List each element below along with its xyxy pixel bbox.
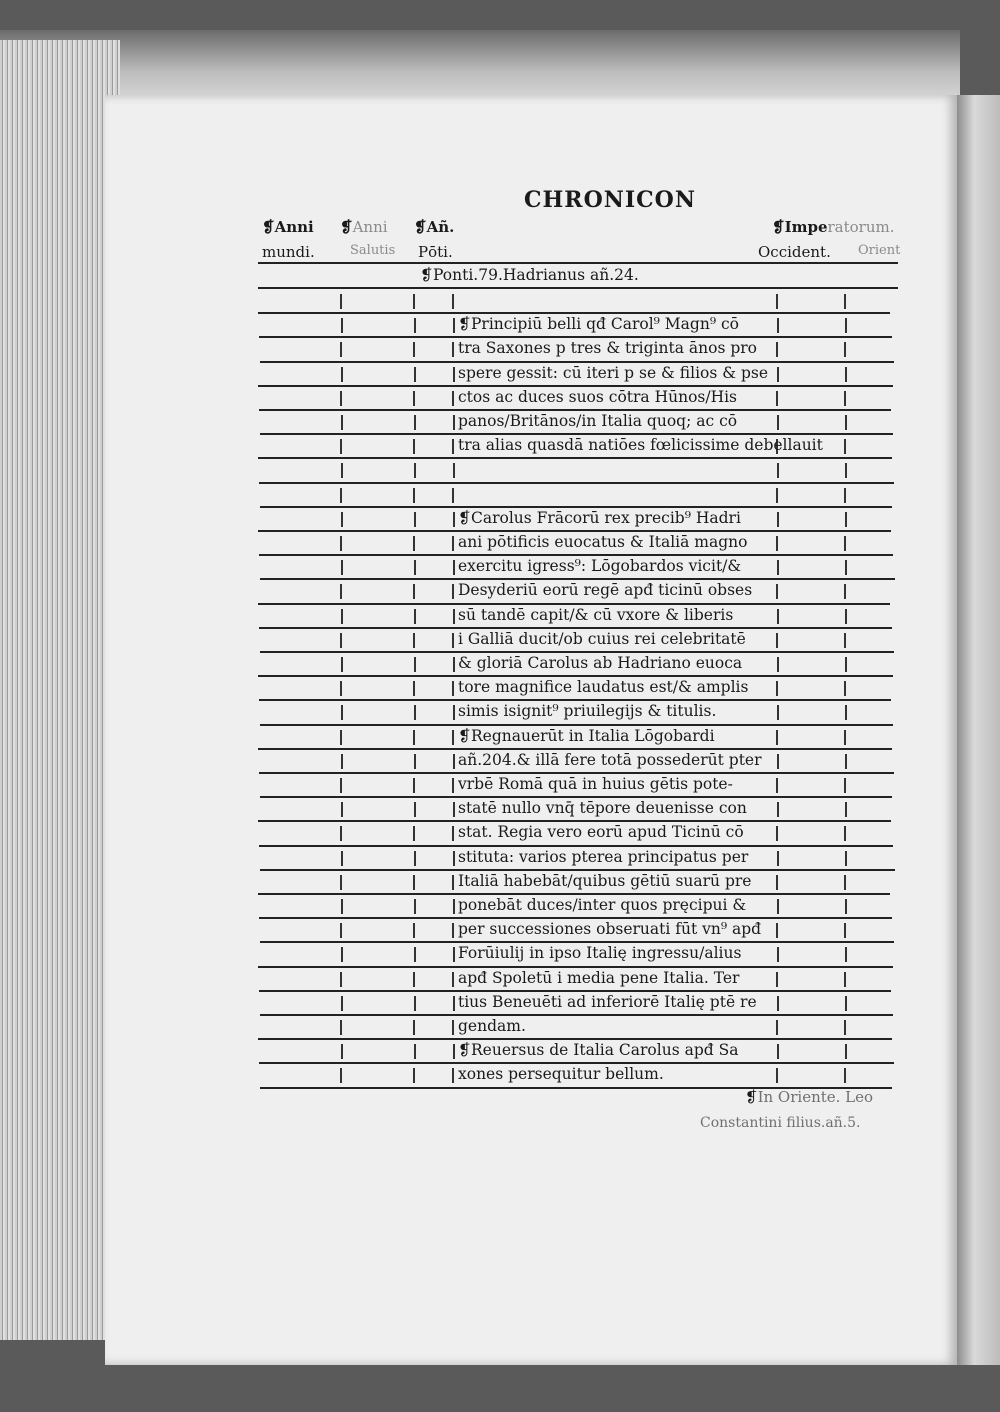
column-bar [341, 318, 343, 333]
column-bar [844, 875, 846, 890]
column-bar [453, 415, 455, 430]
column-bar [340, 342, 342, 357]
column-bar [340, 923, 342, 938]
column-bar [414, 415, 416, 430]
column-bar [452, 584, 454, 599]
column-bar [453, 609, 455, 624]
entry-text: añ.204.& illā fere totā possederūt pter [458, 750, 762, 769]
row-rule [259, 917, 892, 919]
column-bar [453, 657, 455, 672]
column-bar [777, 754, 779, 769]
column-bar [845, 705, 847, 720]
column-bar [844, 923, 846, 938]
row-rule [260, 433, 893, 435]
column-bar [844, 536, 846, 551]
column-bar [414, 899, 416, 914]
entry-line [458, 436, 823, 454]
column-bar [844, 1020, 846, 1035]
header-ponti: Pōti. [418, 243, 453, 261]
column-bar [414, 560, 416, 575]
column-bar [340, 875, 342, 890]
column-bar [413, 826, 415, 841]
entry-text: Principiū belli qđ Carol⁹ Magn⁹ cō [471, 315, 739, 334]
column-bar [452, 294, 454, 309]
entry-line [458, 896, 746, 914]
column-bar [341, 609, 343, 624]
column-bar [413, 875, 415, 890]
column-bar [776, 342, 778, 357]
column-bar [340, 1020, 342, 1035]
column-bar [340, 1068, 342, 1083]
book-page-edges [0, 40, 120, 1340]
column-bar [845, 367, 847, 382]
entry-line [458, 993, 757, 1011]
column-bar [776, 778, 778, 793]
column-bar [414, 512, 416, 527]
column-bar [844, 488, 846, 503]
row-rule [258, 385, 893, 387]
row-rule [260, 796, 892, 798]
column-bar [776, 536, 778, 551]
column-bar [453, 367, 455, 382]
row-rule [260, 941, 894, 943]
column-bar [452, 681, 454, 696]
column-bar [452, 972, 454, 987]
column-bar [413, 972, 415, 987]
column-bar [844, 633, 846, 648]
column-bar [777, 657, 779, 672]
row-rule [259, 845, 893, 847]
column-bar [452, 439, 454, 454]
column-bar [453, 318, 455, 333]
marginal-orient-b: Constantini filius.añ.5. [700, 1115, 861, 1131]
entry-line [458, 775, 733, 793]
column-bar [844, 391, 846, 406]
entry-text: tius Beneuēti ad inferiorē Italię ptē re [458, 992, 757, 1011]
header-rule [258, 262, 898, 264]
column-bar [341, 705, 343, 720]
column-bar [453, 560, 455, 575]
column-bar [414, 754, 416, 769]
entry-line [458, 1017, 526, 1035]
entry-text: & gloriā Carolus ab Hadriano euoca [458, 654, 743, 672]
column-bar [414, 996, 416, 1011]
column-bar [845, 1044, 847, 1059]
entry-line [458, 751, 762, 769]
column-bar [340, 584, 342, 599]
row-rule [258, 1038, 892, 1040]
header-anni-salutis: ❡Anni [340, 218, 388, 236]
entry-line [458, 509, 741, 527]
column-bar [453, 802, 455, 817]
entry-text: exercitu igress⁹: Lōgobardos vicit/& [458, 557, 742, 576]
row-rule [258, 312, 890, 314]
column-bar [776, 730, 778, 745]
column-bar [413, 584, 415, 599]
column-bar [777, 996, 779, 1011]
column-bar [777, 947, 779, 962]
column-bar [453, 996, 455, 1011]
column-bar [452, 730, 454, 745]
column-bar [845, 947, 847, 962]
header-mundi: mundi. [262, 243, 315, 261]
column-bar [845, 318, 847, 333]
entry-line [458, 557, 741, 575]
row-rule [258, 530, 891, 532]
column-bar [453, 754, 455, 769]
column-bar [777, 1044, 779, 1059]
row-rule [260, 869, 895, 871]
column-bar [453, 899, 455, 914]
entry-text: vrbē Romā quā in huius gētis pote- [458, 775, 733, 793]
column-bar [845, 851, 847, 866]
row-rule [259, 482, 894, 484]
row-rule [258, 603, 890, 605]
entry-text: Carolus Frācorū rex precib⁹ Hadri [471, 508, 741, 527]
entry-line [458, 654, 742, 672]
entry-text: ctos ac duces suos cōtra Hūnos/His [458, 387, 737, 406]
column-bar [340, 391, 342, 406]
column-bar [845, 754, 847, 769]
column-bar [844, 342, 846, 357]
entry-text: Italiā habebāt/quibus gētiū suarū pre [458, 871, 752, 890]
column-bar [340, 730, 342, 745]
entry-line [458, 678, 748, 696]
column-bar [453, 947, 455, 962]
column-bar [777, 705, 779, 720]
column-bar [777, 802, 779, 817]
column-bar [776, 1020, 778, 1035]
entry-line [458, 581, 752, 599]
column-bar [452, 923, 454, 938]
entry-line [458, 1065, 664, 1083]
facing-page-edge [957, 95, 1000, 1365]
entry-text: ponebāt duces/inter quos pręcipui & [458, 896, 747, 914]
row-rule [260, 1014, 893, 1016]
column-bar [340, 536, 342, 551]
entry-text: ani pōtificis euocatus & Italiā magno [458, 533, 748, 551]
column-bar [776, 875, 778, 890]
header-an: ❡Añ. [414, 218, 455, 236]
column-bar [845, 657, 847, 672]
column-bar [776, 391, 778, 406]
column-bar [776, 584, 778, 599]
column-bar [453, 705, 455, 720]
column-bar [341, 899, 343, 914]
column-bar [414, 609, 416, 624]
column-bar [341, 415, 343, 430]
row-rule [259, 336, 892, 338]
column-bar [844, 730, 846, 745]
entry-text: panos/Britānos/in Italia quoq; ac cō [458, 412, 738, 430]
row-rule [258, 457, 892, 459]
entry-line [458, 630, 746, 648]
entry-line [458, 606, 733, 624]
header-orient: Orient [858, 243, 901, 258]
column-bar [414, 1044, 416, 1059]
column-bar [844, 439, 846, 454]
column-bar [413, 342, 415, 357]
column-bar [452, 488, 454, 503]
column-bar [845, 560, 847, 575]
column-bar [844, 972, 846, 987]
paragraph-mark: ❡ [458, 1041, 471, 1060]
column-bar [453, 512, 455, 527]
entry-text: stituta: varios pterea principatus per [458, 847, 749, 866]
column-bar [845, 512, 847, 527]
column-bar [776, 488, 778, 503]
entry-text: sū tandē capit/& cū vxore & liberis [458, 605, 734, 624]
entry-line [458, 412, 737, 430]
column-bar [844, 826, 846, 841]
entry-text: spere gessit: cū iteri p se & filios & pse [458, 363, 769, 382]
column-bar [452, 778, 454, 793]
column-bar [452, 1068, 454, 1083]
header-occident: Occident. [758, 243, 831, 261]
column-bar [453, 1044, 455, 1059]
entry-text: apđ Spoletū i media pene Italia. Ter [458, 968, 740, 987]
row-rule [260, 506, 892, 508]
column-bar [413, 294, 415, 309]
column-bar [414, 705, 416, 720]
row-rule [259, 699, 891, 701]
column-bar [340, 439, 342, 454]
column-bar [776, 972, 778, 987]
row-rule [260, 724, 893, 726]
column-bar [413, 923, 415, 938]
column-bar [413, 391, 415, 406]
column-bar [844, 584, 846, 599]
entry-text: simis isignit⁹ priuilegijs & titulis. [458, 702, 717, 721]
column-bar [413, 1020, 415, 1035]
column-bar [845, 463, 847, 478]
row-rule [260, 578, 895, 580]
row-rule [260, 651, 894, 653]
entry-text: tore magnifice laudatus est/& amplis [458, 678, 749, 697]
column-bar [452, 342, 454, 357]
row-rule [258, 893, 890, 895]
column-bar [452, 826, 454, 841]
marginal-orient-a: ❡In Oriente. Leo [745, 1088, 874, 1106]
column-bar [844, 294, 846, 309]
entry-text: per successiones obseruati fūt vn⁹ apđ [458, 920, 762, 939]
book-top-edge [0, 30, 960, 100]
row-rule [258, 966, 893, 968]
row-rule [259, 409, 891, 411]
entry-line [458, 339, 757, 357]
column-bar [414, 657, 416, 672]
row-rule [258, 675, 893, 677]
column-bar [776, 923, 778, 938]
header-anni: ❡Anni [262, 218, 314, 236]
column-bar [777, 851, 779, 866]
column-bar [413, 778, 415, 793]
entry-line [458, 315, 739, 333]
column-bar [776, 633, 778, 648]
column-bar [341, 463, 343, 478]
column-bar [341, 851, 343, 866]
running-title: CHRONICON [524, 187, 696, 213]
column-bar [413, 439, 415, 454]
column-bar [844, 778, 846, 793]
column-bar [341, 560, 343, 575]
entry-line [458, 727, 715, 745]
column-bar [414, 851, 416, 866]
column-bar [452, 633, 454, 648]
entry-line [458, 944, 741, 962]
paragraph-mark: ❡ [458, 315, 471, 334]
paragraph-mark: ❡ [458, 726, 471, 745]
column-bar [341, 657, 343, 672]
entry-text: xones persequitur bellum. [458, 1065, 664, 1084]
row-rule [259, 627, 892, 629]
pontiff-line: ❡Ponti.79.Hadrianus añ.24. [420, 266, 639, 284]
header-imperatorum: ❡Imperatorum. [772, 218, 895, 236]
column-bar [453, 851, 455, 866]
column-bar [340, 778, 342, 793]
column-bar [341, 367, 343, 382]
column-bar [340, 294, 342, 309]
entry-line [458, 848, 748, 866]
column-bar [845, 802, 847, 817]
entry-line [458, 969, 739, 987]
column-bar [413, 681, 415, 696]
column-bar [413, 488, 415, 503]
column-bar [341, 1044, 343, 1059]
column-bar [413, 633, 415, 648]
column-bar [776, 1068, 778, 1083]
row-rule [260, 361, 894, 363]
column-bar [844, 681, 846, 696]
column-bar [845, 415, 847, 430]
column-bar [777, 463, 779, 478]
entry-line [458, 364, 768, 382]
paragraph-mark: ❡ [458, 508, 471, 527]
column-bar [845, 609, 847, 624]
column-bar [414, 947, 416, 962]
column-bar [413, 730, 415, 745]
column-bar [776, 294, 778, 309]
column-bar [845, 899, 847, 914]
entry-text: tra Saxones p tres & triginta ānos pro [458, 339, 757, 358]
entry-line [458, 1041, 738, 1059]
column-bar [340, 488, 342, 503]
row-rule [259, 554, 893, 556]
column-bar [414, 463, 416, 478]
column-bar [452, 391, 454, 406]
row-rule [259, 772, 894, 774]
column-bar [452, 1020, 454, 1035]
column-bar [340, 633, 342, 648]
column-bar [777, 318, 779, 333]
column-bar [414, 318, 416, 333]
column-bar [776, 826, 778, 841]
column-bar [777, 899, 779, 914]
row-rule [259, 990, 891, 992]
column-bar [452, 875, 454, 890]
header-salutis: Salutis [350, 243, 396, 258]
column-bar [414, 802, 416, 817]
row-rule [258, 820, 891, 822]
column-bar [341, 947, 343, 962]
column-bar [340, 972, 342, 987]
column-bar [777, 560, 779, 575]
entry-text: Reuersus de Italia Carolus apđ Sa [471, 1041, 739, 1060]
column-bar [340, 826, 342, 841]
entry-text: Regnauerūt in Italia Lōgobardi [471, 726, 715, 745]
entry-text: statē nullo vnq̄ tēpore deuenisse con [458, 799, 747, 818]
entry-line [458, 823, 744, 841]
column-bar [776, 681, 778, 696]
entry-line [458, 872, 751, 890]
column-bar [844, 1068, 846, 1083]
entry-text: Desyderiū eorū regē apđ ticinū obses [458, 581, 753, 600]
entry-text: gendam. [458, 1017, 526, 1035]
entry-text: i Galliā ducit/ob cuius rei celebritatē [458, 629, 746, 648]
column-bar [413, 536, 415, 551]
header-rule [258, 287, 898, 289]
column-bar [777, 367, 779, 382]
entry-text: tra alias quasdā natiōes fœlicissime debellauit [458, 436, 823, 455]
row-rule [259, 1062, 894, 1064]
entry-line [458, 388, 737, 406]
entry-line [458, 920, 761, 938]
column-bar [341, 754, 343, 769]
entry-line [458, 799, 747, 817]
column-bar [777, 512, 779, 527]
column-bar [341, 802, 343, 817]
column-bar [453, 463, 455, 478]
entry-text: stat. Regia vero eorū apud Ticinū cō [458, 823, 744, 842]
column-bar [452, 536, 454, 551]
column-bar [341, 512, 343, 527]
column-bar [777, 415, 779, 430]
column-bar [845, 996, 847, 1011]
row-rule [258, 748, 892, 750]
entry-line [458, 533, 747, 551]
column-bar [414, 367, 416, 382]
column-bar [413, 1068, 415, 1083]
column-bar [777, 609, 779, 624]
entry-line [458, 702, 716, 720]
column-bar [341, 996, 343, 1011]
column-bar [340, 681, 342, 696]
entry-text: Forūiulij in ipso Italię ingressu/alius [458, 944, 742, 963]
